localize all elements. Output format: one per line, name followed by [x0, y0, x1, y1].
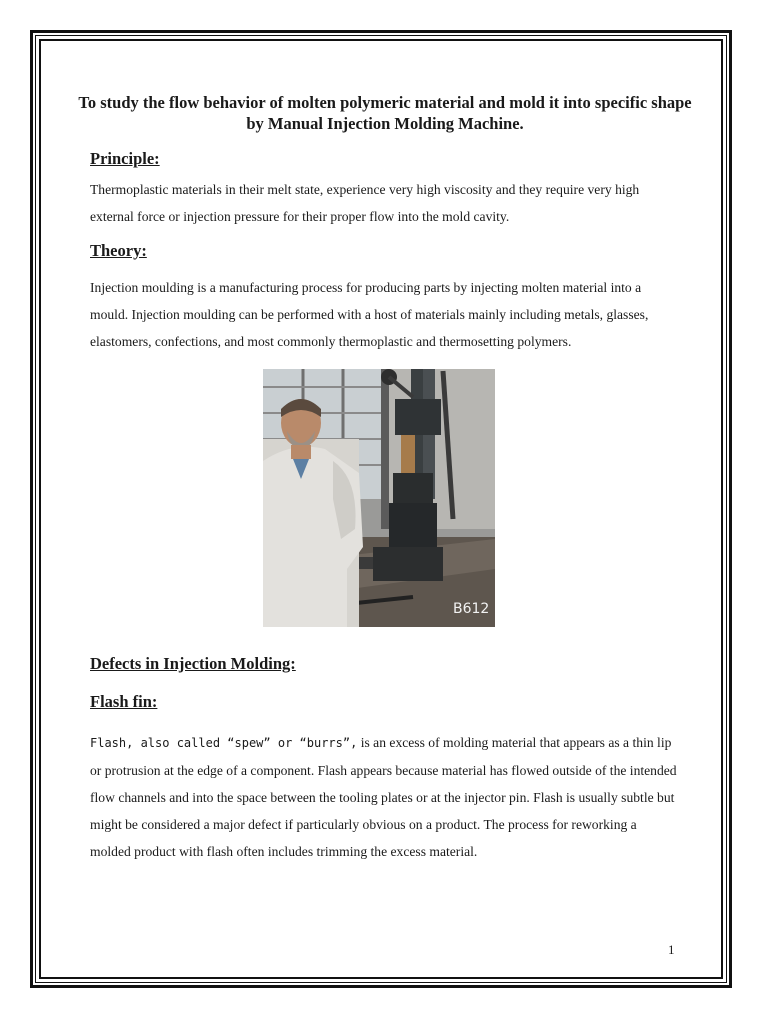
theory-paragraph: Injection moulding is a manufacturing process for producing parts by injecting molten material into a mould. Injection moulding can be performed with a host of materials mainly including metals, glasses, elastomers, confections, and most commonly thermoplastic and thermosetting polymers.: [90, 280, 649, 349]
theory-heading: Theory:: [90, 241, 147, 260]
document-body: [78, 92, 692, 865]
page-number: 1: [668, 942, 675, 957]
flash-fin-paragraph: [90, 729, 680, 865]
photo-watermark: B612: [453, 601, 490, 617]
flash-fin-lead-text: Flash, also called “spew” or “burrs”,: [90, 736, 358, 750]
principle-paragraph: Thermoplastic materials in their melt state, experience very high viscosity and they require very high external force or injection pressure for their proper flow into the mold cavity.: [90, 182, 640, 224]
document-title: To study the flow behavior of molten polymeric material and mold it into specific shape by Manual Injection Molding Machine.: [78, 93, 692, 133]
flash-fin-body-text: is an excess of molding material that appears as a thin lip or protrusion at the edge of a component. Flash appears because material has flowed outside of the intended flow channels and into the space between the tooling plates or at the injector pin. Flash is usually subtle but might be considered a major defect if particularly obvious on a product. The process for reworking a molded product with flash often includes trimming the excess material.: [90, 735, 677, 859]
principle-heading: Principle:: [90, 149, 160, 168]
flash-fin-heading: Flash fin:: [90, 692, 158, 711]
injection-molding-machine-photo: [263, 369, 495, 627]
defects-heading: Defects in Injection Molding:: [90, 654, 296, 673]
